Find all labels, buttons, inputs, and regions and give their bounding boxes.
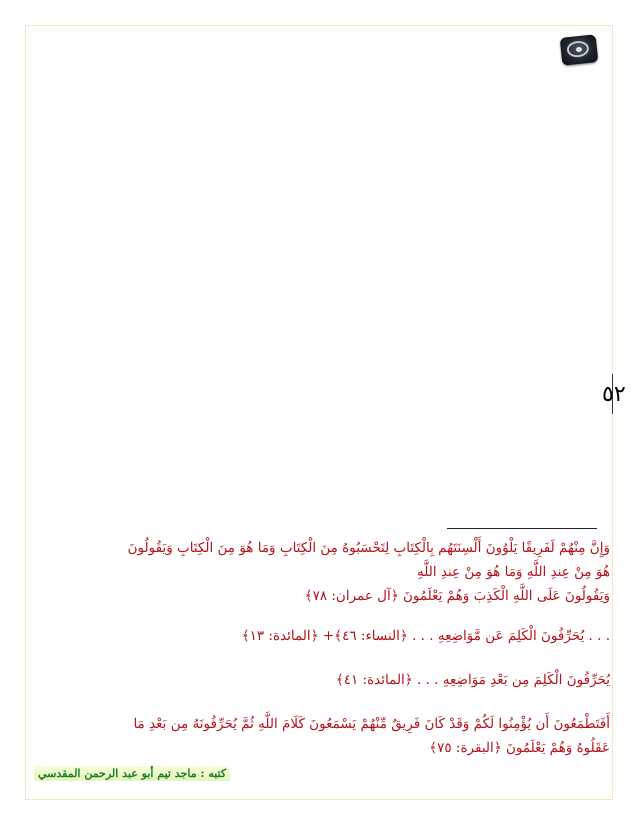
verse-line: . . . يُحَرِّفُونَ الْكَلِمَ عَن مَّوَاضِعِهِ . . . ﴿النساء: ٤٦﴾+ ﴿المائدة: ١٣﴾ bbox=[241, 628, 610, 644]
verse-line: وَيَقُولُونَ عَلَى اللَّهِ الْكَذِبَ وَهُمْ يَعْلَمُونَ ﴿آل عمران: ٧٨﴾ bbox=[304, 588, 610, 604]
verse-line: يُحَرِّفُونَ الْكَلِمَ مِن بَعْدِ مَوَاضِعِهِ . . . ﴿المائدة: ٤١﴾ bbox=[335, 672, 610, 688]
footnote-separator bbox=[447, 528, 597, 529]
verses-section bbox=[110, 536, 610, 760]
verse-an-nisa-46 bbox=[110, 624, 610, 648]
verse-al-imran-78 bbox=[110, 536, 610, 608]
verse-line: وَإِنَّ مِنْهُمْ لَفَرِيقًا يَلْوُونَ أَلْسِنَتَهُم بِالْكِتَابِ لِتَحْسَبُوهُ مِنَ الْكِتَابِ وَمَا هُوَ مِنَ الْكِتَابِ وَيَقُولُونَ هُوَ مِنْ عِندِ اللَّهِ وَمَا هُوَ مِنْ عِندِ اللَّهِ bbox=[127, 540, 610, 580]
page-number: ٥٢ bbox=[602, 382, 626, 407]
verse-al-baqarah-75 bbox=[110, 712, 610, 760]
verse-al-maidah-41 bbox=[110, 668, 610, 692]
author-signature: كتبه : ماجد تيم أبو عبد الرحمن المقدسي bbox=[34, 766, 230, 781]
quran-book-logo-icon bbox=[560, 34, 599, 66]
verse-line: أَفَتَطْمَعُونَ أَن يُؤْمِنُوا لَكُمْ وَقَدْ كَانَ فَرِيقٌ مِّنْهُمْ يَسْمَعُونَ كَلَامَ اللَّهِ ثُمَّ يُحَرِّفُونَهُ مِن بَعْدِ مَا عَقَلُوهُ وَهُمْ يَعْلَمُونَ ﴿البقرة: ٧٥﴾ bbox=[133, 716, 610, 756]
